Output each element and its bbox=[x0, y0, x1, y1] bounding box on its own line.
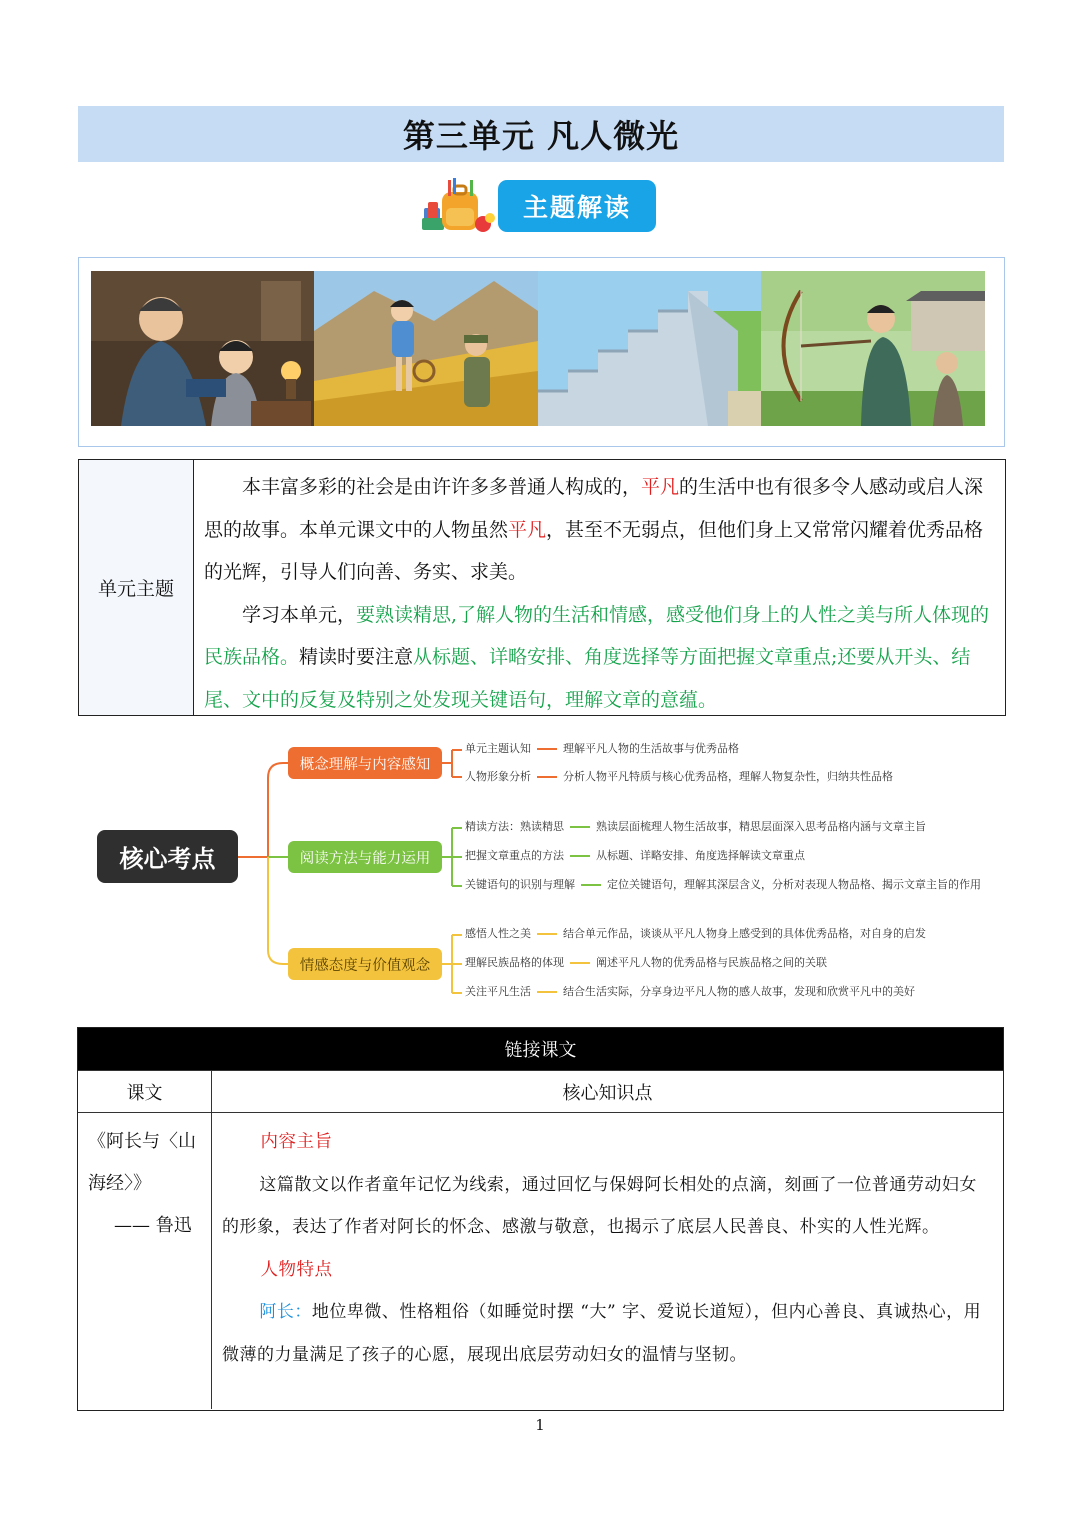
column-header-lesson: 课文 bbox=[78, 1071, 212, 1112]
illustration-grandma-child bbox=[91, 271, 314, 426]
unit-theme-table bbox=[78, 459, 1006, 716]
theme-p2-seg-highlight: 从标题、详略安排、角度选择等方面把握文章重点;还要从开头、结尾、文中的反复及特别之处发现关键语句，理解文章的意蕴。 bbox=[204, 646, 971, 711]
illustration-frame bbox=[78, 257, 1005, 447]
leaf-item: 人物形象分析 分析人物平凡特质与核心优秀品格，理解人物复杂性，归纳共性品格 bbox=[465, 770, 893, 783]
lesson-title-line: 《阿长与〈山 bbox=[88, 1131, 196, 1152]
core-points-mindmap bbox=[78, 730, 1008, 1020]
illustration-stone-stairs bbox=[538, 271, 761, 426]
theme-p1-seg: 的生活中也有很多令人感动或启人深思的故事。本单元课文中的人物虽然 bbox=[204, 476, 984, 541]
theme-interpretation-badge bbox=[498, 180, 656, 232]
lesson-knowledge-cell bbox=[212, 1113, 1003, 1409]
theme-p2-seg-highlight: 要熟读精思,了解人物的生活和情感，感受他们身上的人性之美与所人体现的民族品格。 bbox=[204, 603, 990, 668]
section-heading-theme: 内容主旨 bbox=[260, 1132, 333, 1152]
badge-label: 主题解读 bbox=[522, 193, 631, 222]
page-number: 1 bbox=[535, 1416, 545, 1434]
lesson-row bbox=[78, 1112, 1003, 1409]
lessons-column-headers bbox=[78, 1070, 1003, 1112]
theme-paragraph-1 bbox=[204, 466, 997, 594]
illustration-archer bbox=[761, 271, 984, 426]
core-points-box bbox=[97, 830, 238, 883]
leaf-item: 关注平凡生活 结合生活实际，分享身边平凡人物的感人故事，发现和欣赏平凡中的美好 bbox=[465, 985, 915, 998]
column-header-knowledge: 核心知识点 bbox=[562, 1082, 653, 1104]
leaf-item: 感悟人性之美 结合单元作品，谈谈从平凡人物身上感受到的具体优秀品格，对自身的启发 bbox=[465, 927, 926, 940]
leaf-item: 关键语句的识别与理解 定位关键语句，理解其深层含义，分析对表现人物品格、揭示文章主旨的作用 bbox=[465, 878, 981, 891]
theme-badge-row bbox=[420, 178, 656, 234]
section-heading-character: 人物特点 bbox=[260, 1259, 333, 1280]
unit-title-bar bbox=[78, 106, 1004, 162]
unit-theme-body bbox=[194, 460, 1005, 715]
backpack-icon bbox=[420, 178, 496, 234]
category-reading-method: 阅读方法与能力运用 bbox=[288, 841, 442, 873]
character-name: 阿长： bbox=[259, 1302, 312, 1322]
theme-paragraph-2 bbox=[204, 594, 997, 722]
linked-lessons-header: 链接课文 bbox=[78, 1028, 1003, 1070]
theme-summary-text: 这篇散文以作者童年记忆为线索，通过回忆与保姆阿长相处的点滴，刻画了一位普通劳动妇女的形象，表达了作者对阿长的怀念、感激与敬意，也揭示了底层人民善良、朴实的人性光辉。 bbox=[222, 1174, 977, 1237]
illustration-strip bbox=[91, 271, 984, 426]
unit-title: 第三单元 凡人微光 bbox=[402, 117, 680, 155]
linked-lessons-table bbox=[77, 1027, 1004, 1411]
unit-theme-label: 单元主题 bbox=[79, 460, 194, 715]
theme-p2-seg: 学习本单元， bbox=[242, 603, 357, 626]
lesson-title-cell bbox=[78, 1113, 212, 1409]
category-values: 情感态度与价值观念 bbox=[288, 948, 442, 980]
character-description bbox=[222, 1291, 993, 1376]
lesson-author: —— 鲁迅 bbox=[114, 1215, 192, 1236]
character-text: 地位卑微、性格粗俗（如睡觉时摆 “大” 字、爱说长道短），但内心善良、真诚热心，用微薄的力量满足了孩子的心愿，展现出底层劳动妇女的温情与坚韧。 bbox=[222, 1302, 982, 1365]
leaf-item: 把握文章重点的方法 从标题、详略安排、角度选择解读文章重点 bbox=[465, 849, 805, 862]
leaf-item: 精读方法：熟读精思 熟读层面梳理人物生活故事，精思层面深入思考品格内涵与文章主旨 bbox=[465, 820, 926, 833]
theme-p2-seg: 精读时要注意 bbox=[299, 646, 414, 668]
core-points-label: 核心考点 bbox=[119, 845, 216, 873]
illustration-mountain-girl bbox=[314, 271, 537, 426]
leaf-item: 单元主题认知 理解平凡人物的生活故事与优秀品格 bbox=[465, 742, 739, 755]
category-concept: 概念理解与内容感知 bbox=[288, 747, 442, 779]
theme-p1-seg: ，甚至不无弱点，但他们身上又常常闪耀着优秀品格的光辉，引导人们向善、务实、求美。 bbox=[204, 518, 984, 583]
theme-p1-seg: 本丰富多彩的社会是由许许多多普通人构成的， bbox=[242, 476, 642, 498]
leaf-item: 理解民族品格的体现 阐述平凡人物的优秀品格与民族品格之间的关联 bbox=[465, 956, 827, 969]
theme-p1-seg-highlight: 平凡 bbox=[641, 476, 680, 498]
lesson-title-line: 海经〉》 bbox=[88, 1173, 151, 1194]
theme-p1-seg-highlight: 平凡 bbox=[508, 518, 547, 541]
